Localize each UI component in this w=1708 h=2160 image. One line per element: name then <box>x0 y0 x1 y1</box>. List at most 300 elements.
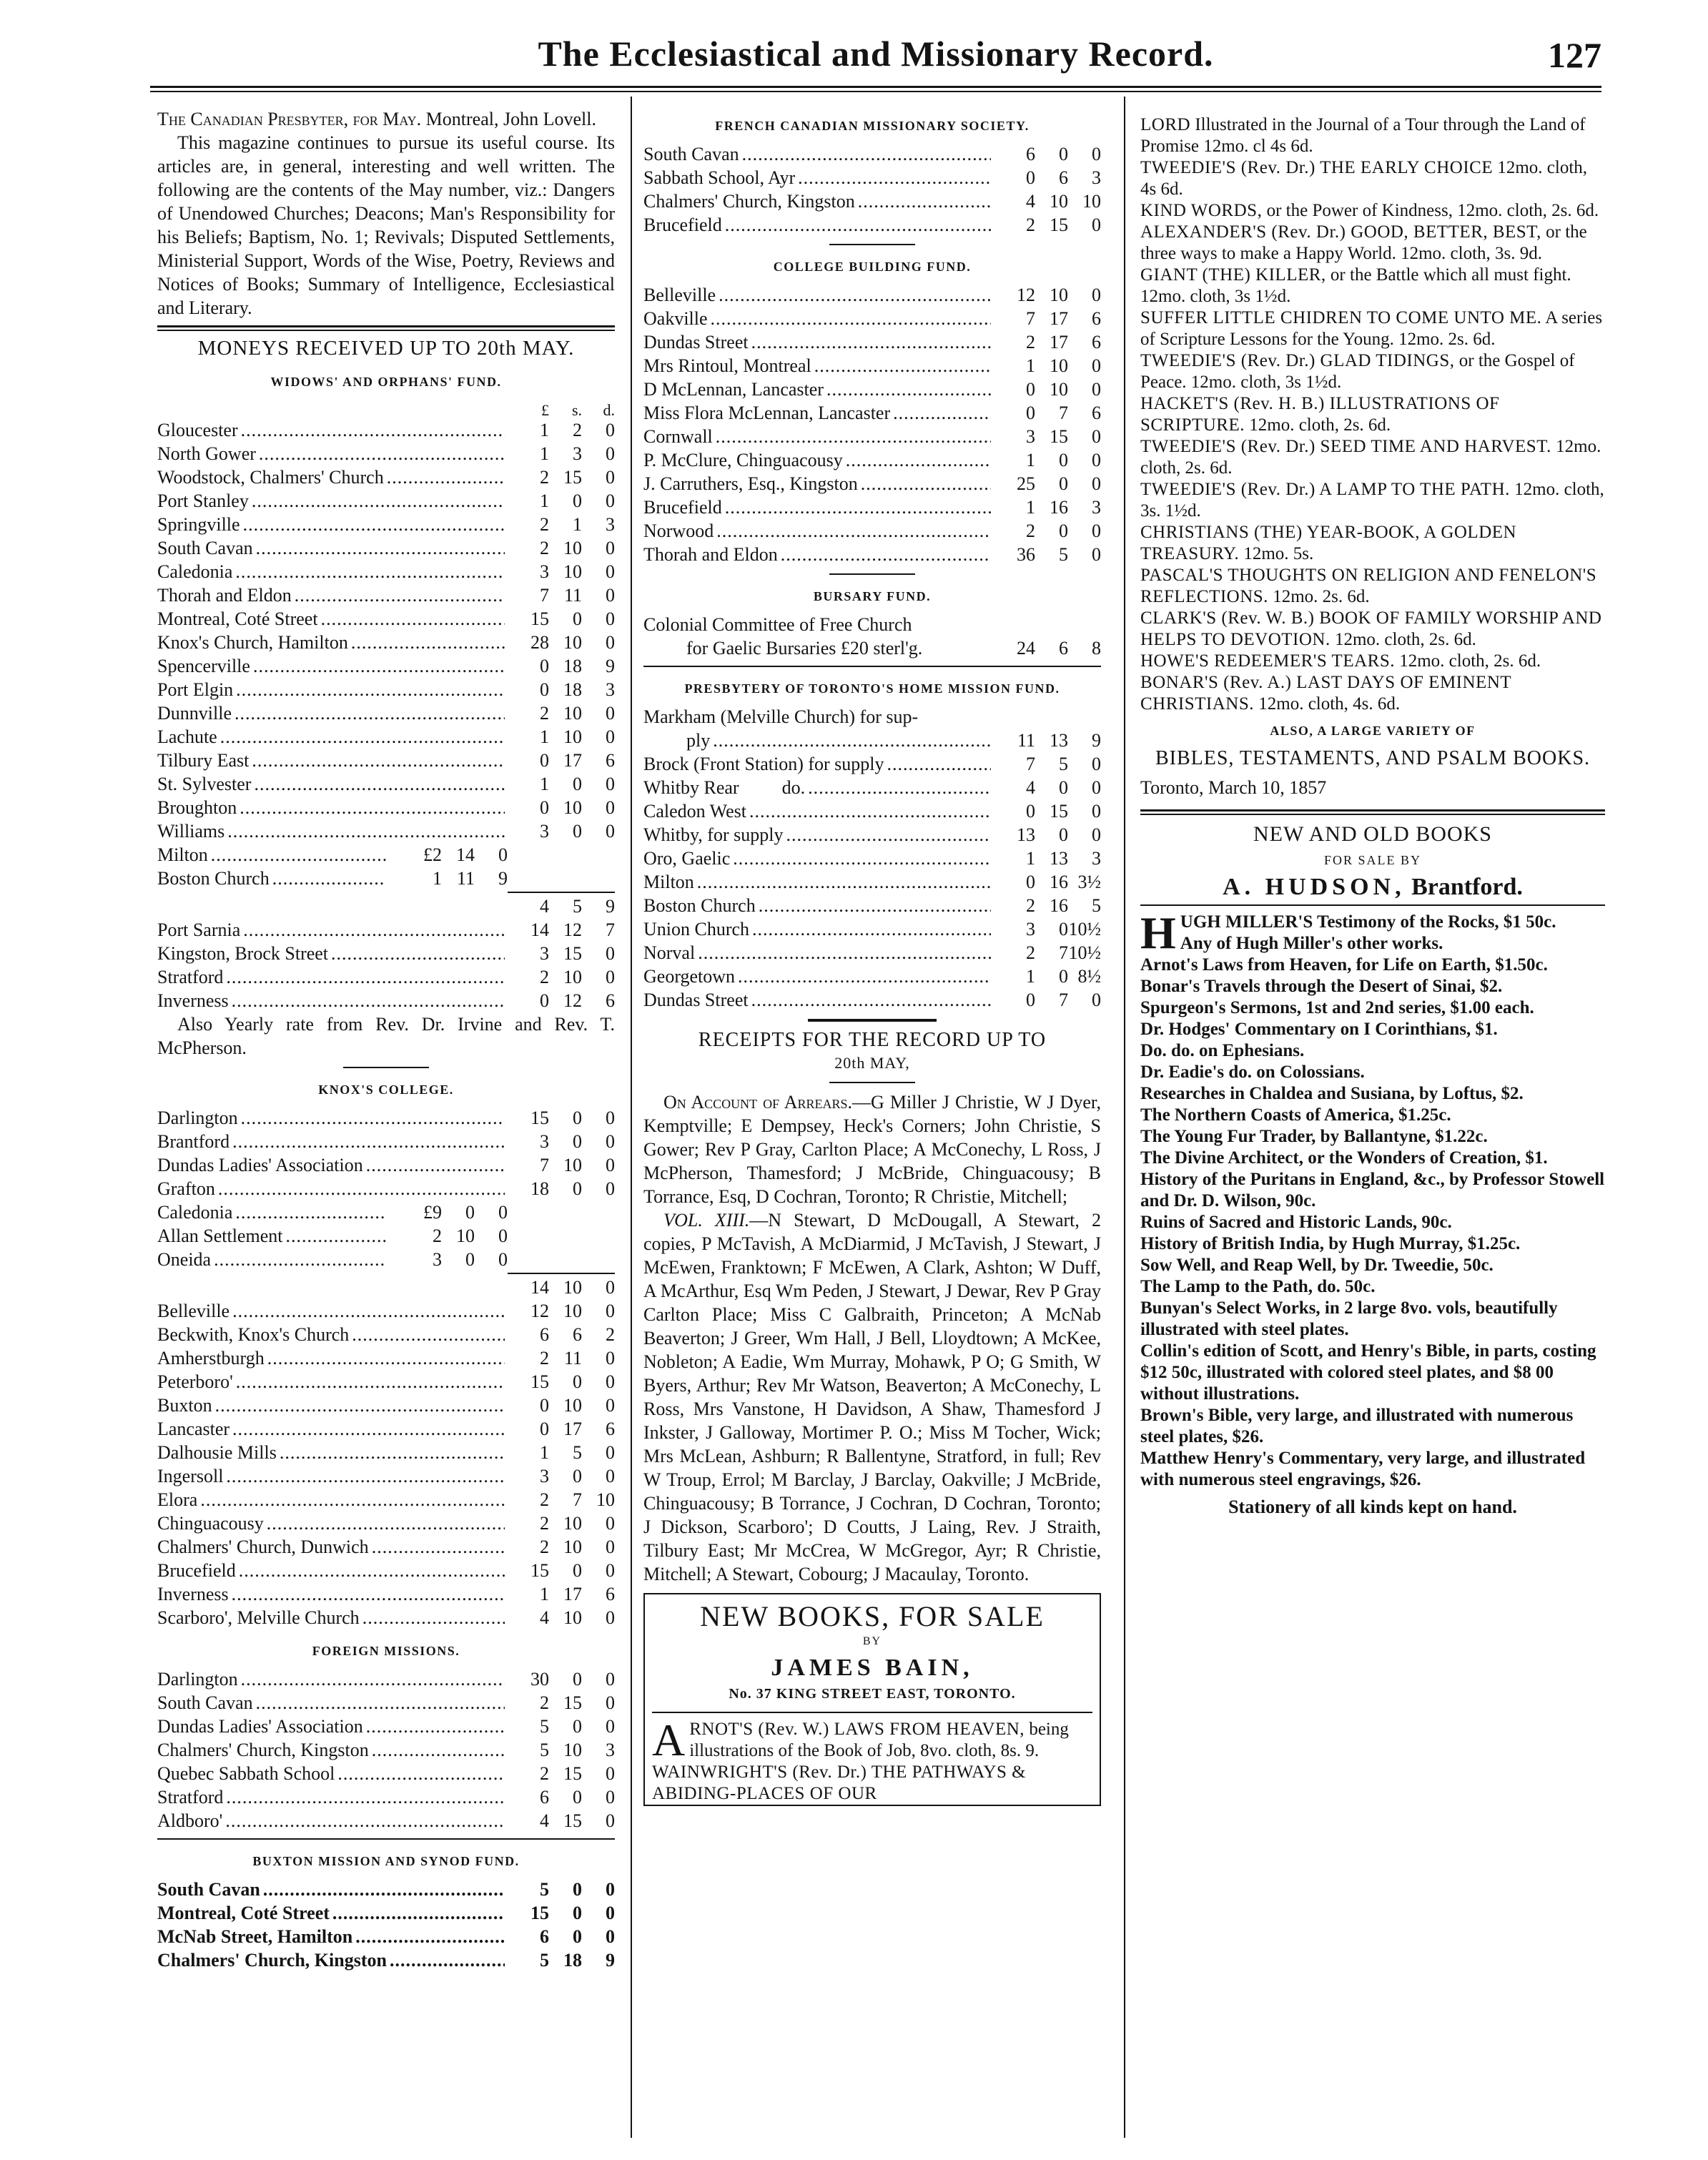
hudson-item <box>1140 1405 1605 1448</box>
ledger-row <box>157 465 615 489</box>
ledger-amount <box>994 847 1101 870</box>
amount-shillings: 0 <box>573 490 582 511</box>
arrears-text: —G Miller J Christie, W J Dyer, Kemptville; E Dempsey, Heck's Corners; John Christie, S Gower; Rev P Gray, Carlton Place; A McConechy, L Ross, J McPherson, Thamesford; J McBride, Chinguacousy; B Torrance, Esq, D Cochran, Toronto; R Christie, Mitchell; <box>643 1092 1101 1207</box>
hudson-item-text: Researches in Chaldea and Susiana, by Loftus, $2. <box>1140 1084 1524 1103</box>
amount-pence: 0 <box>1092 450 1101 470</box>
ledger-amount <box>508 1809 615 1833</box>
ledger-name: Stratford <box>157 967 224 987</box>
leader-dots <box>716 519 991 543</box>
amount-pence: 8½ <box>1077 966 1101 987</box>
amount-pence: 0 <box>606 1442 615 1463</box>
leader-dots <box>786 823 991 847</box>
ledger-amount <box>994 425 1101 448</box>
ledger-row <box>643 519 1101 543</box>
ledger-amount <box>508 1370 615 1394</box>
amount-shillings: 15 <box>563 467 582 488</box>
book-description: 12mo. cloth, 3s. 1½d. <box>1140 480 1604 521</box>
ledger-name: Dalhousie Mills <box>157 1442 277 1463</box>
leader-dots <box>200 1488 505 1511</box>
amount-pounds: 3 <box>540 1131 549 1152</box>
ledger-name: Belleville <box>157 1301 230 1321</box>
column-1 <box>157 107 615 1972</box>
leader-dots <box>321 607 505 631</box>
ledger-amount <box>994 823 1101 847</box>
ledger-row <box>157 1606 615 1629</box>
amount-pence: 0 <box>606 967 615 987</box>
amount-shillings: 0 <box>1059 473 1068 494</box>
ledger-name: Dundas Ladies' Association <box>157 1155 363 1175</box>
french-society-heading: FRENCH CANADIAN MISSIONARY SOCIETY. <box>715 119 1030 133</box>
bain-book-list-continued <box>1140 114 1605 715</box>
hudson-item-text: Matthew Henry's Commentary, very large, and illustrated with numerous steel engravings, $26. <box>1140 1449 1586 1489</box>
ledger-row <box>157 1715 615 1738</box>
amount-pence: 3 <box>606 514 615 535</box>
bursary-entry <box>643 613 1101 660</box>
ledger-row <box>157 1177 615 1200</box>
amount-pounds: 7 <box>540 1155 549 1175</box>
hudson-item-text: Spurgeon's Sermons, 1st and 2nd series, $1.00 each. <box>1140 998 1534 1017</box>
leader-dots <box>272 867 386 890</box>
section-rule <box>157 325 615 331</box>
book-description: 12mo. 5s. <box>1243 544 1314 563</box>
amount-pence: 0 <box>606 1466 615 1486</box>
ledger-name: Darlington <box>157 1108 238 1128</box>
amount-pence: 0 <box>1092 801 1101 822</box>
ledger-amount <box>389 1200 508 1224</box>
hudson-item <box>1140 1019 1605 1040</box>
ledger-amount <box>508 607 615 631</box>
amount-pence: 9 <box>606 656 615 676</box>
leader-dots <box>227 819 505 843</box>
ledger-name: Chalmers' Church, Kingston <box>157 1740 369 1760</box>
amount-pounds: 6 <box>540 1324 549 1345</box>
ledger-amount <box>994 965 1101 988</box>
ledger-row <box>157 418 615 442</box>
leader-dots <box>241 418 505 442</box>
amount-pence: 0 <box>606 1560 615 1581</box>
ledger-name: Belleville <box>643 285 716 305</box>
hudson-for-sale: FOR SALE BY <box>1323 853 1422 867</box>
amount-pence: 0 <box>498 1202 508 1223</box>
ledger-amount <box>994 307 1101 330</box>
amount-shillings: 13 <box>1050 848 1068 869</box>
ledger-amount <box>508 819 615 843</box>
leader-dots <box>254 772 505 796</box>
leader-dots <box>742 142 991 166</box>
ledger-amount <box>508 1925 615 1948</box>
leader-dots <box>351 631 505 654</box>
amount-shillings: 10 <box>1050 285 1068 305</box>
leader-dots <box>808 776 991 799</box>
ledger-row <box>157 1535 615 1559</box>
amount-pence: 0 <box>606 1178 615 1199</box>
leader-dots <box>366 1715 505 1738</box>
hudson-item-text: Any of Hugh Miller's other works. <box>1180 934 1443 953</box>
ad-rule <box>1140 904 1605 906</box>
ledger-name: Milton <box>643 872 694 892</box>
amount-pounds: 1 <box>1026 497 1035 518</box>
ledger-amount <box>994 988 1101 1012</box>
amount-shillings: 0 <box>573 1178 582 1199</box>
book-description: 12mo. cloth, 2s. 6d. <box>1334 630 1476 649</box>
ledger-row <box>643 752 1101 776</box>
ledger-row <box>157 1153 615 1177</box>
amount-pounds: 0 <box>1026 872 1035 892</box>
amount-pounds: 0 <box>540 679 549 700</box>
home-mission-first-name: ply <box>686 730 711 751</box>
pounds-col-label: £ <box>541 401 549 419</box>
amount-pounds: 2 <box>1026 332 1035 352</box>
leader-dots <box>698 941 991 965</box>
ledger-name: Broughton <box>157 797 237 818</box>
ledger-row <box>157 583 615 607</box>
amount-pounds: 2 <box>433 1226 442 1246</box>
book-description: or the Gospel of Peace. 12mo. cloth, 3s 1½d. <box>1140 351 1575 392</box>
amount-pence: 5 <box>1092 895 1101 916</box>
ledger-row <box>157 1299 615 1323</box>
ledger-row <box>157 1809 615 1833</box>
amount-pence: 3 <box>1092 167 1101 188</box>
amount-pence: 10 <box>1082 191 1101 212</box>
ledger-row <box>643 378 1101 401</box>
amount-pence: 0 <box>606 1607 615 1628</box>
book-description: Illustrated in the Journal of a Tour through the Land of Promise 12mo. cl 4s 6d. <box>1140 115 1586 156</box>
amount-pence: 0 <box>606 608 615 629</box>
subtotal-pence: 0 <box>606 1277 615 1298</box>
hudson-item-text: UGH MILLER'S Testimony of the Rocks, $1 50c. <box>1180 912 1556 932</box>
home-mission-list <box>643 752 1101 1012</box>
ledger-row <box>643 448 1101 472</box>
leader-dots <box>362 1606 505 1629</box>
amount-shillings: 0 <box>465 1249 475 1270</box>
ledger-amount <box>508 1464 615 1488</box>
ledger-name: Quebec Sabbath School <box>157 1763 335 1784</box>
leader-dots <box>738 965 991 988</box>
french-society-list <box>643 142 1101 237</box>
subtotal-pence: 9 <box>606 896 615 917</box>
ledger-name: Brucefield <box>643 497 722 518</box>
ledger-row <box>643 354 1101 378</box>
ledger-row <box>157 819 615 843</box>
ledger-row <box>157 607 615 631</box>
presbyter-body: This magazine continues to pursue its useful course. Its articles are, in general, interesting and well written. The following are the contents of the May number, viz.: Dangers of Unendowed Churches; Deacons; Man's Responsibility for his Beliefs; Baptism, No. 1; Revivals; Disputed Settlements, Ministerial Support, Words of the Wise, Poetry, Reviews and Notices of Books; Summary of Intelligence, Ecclesiastical and Literary. <box>157 132 615 318</box>
amount-pounds: 1 <box>540 774 549 794</box>
amount-pence: 0 <box>606 1131 615 1152</box>
amount-pence: 0 <box>498 1226 508 1246</box>
amount-shillings: 0 <box>573 1108 582 1128</box>
ledger-row <box>157 918 615 942</box>
ledger-name: Dundas Street <box>643 990 749 1010</box>
amount-shillings: 10 <box>1050 379 1068 400</box>
amount-pounds: 15 <box>530 1903 549 1923</box>
ledger-name: Buxton <box>157 1395 212 1416</box>
ledger-name: Oro, Gaelic <box>643 848 731 869</box>
ledger-row <box>157 796 615 819</box>
ledger-amount <box>508 1535 615 1559</box>
amount-shillings: 0 <box>1059 521 1068 541</box>
ledger-name: Knox's Church, Hamilton <box>157 632 348 653</box>
ledger-amount <box>994 495 1101 519</box>
knox-subtotal-row <box>157 1276 615 1299</box>
amount-pounds: 0 <box>540 1419 549 1439</box>
amount-pence: 0 <box>606 1763 615 1784</box>
receipts-heading <box>643 1029 1101 1075</box>
amount-pounds: 2 <box>1026 214 1035 235</box>
amount-pounds: 7 <box>1026 308 1035 329</box>
amount-shillings: 17 <box>563 750 582 771</box>
ledger-amount <box>508 1511 615 1535</box>
ledger-amount <box>508 465 615 489</box>
amount-pounds: 0 <box>1026 379 1035 400</box>
ledger-name: Brock (Front Station) for supply <box>643 754 884 774</box>
book-description: 12mo. 2s. 6d. <box>1273 587 1370 606</box>
ledger-name: Gloucester <box>157 420 238 440</box>
amount-shillings: 0 <box>573 774 582 794</box>
column-rule-right <box>1124 97 1125 2138</box>
amount-shillings: 0 <box>1059 966 1068 987</box>
ledger-row <box>157 1394 615 1417</box>
amount-pence: 3 <box>1092 848 1101 869</box>
ledger-amount <box>994 354 1101 378</box>
ledger-amount <box>508 1948 615 1972</box>
amount-shillings: 0 <box>1059 144 1068 164</box>
ledger-row <box>643 189 1101 213</box>
amount-pence: 0 <box>606 1926 615 1947</box>
amount-shillings: 7 <box>1059 942 1068 963</box>
leader-dots <box>218 1177 505 1200</box>
amount-shillings: 12 <box>563 990 582 1011</box>
amount-shillings: 15 <box>1050 426 1068 447</box>
hudson-seller-line <box>1140 875 1605 899</box>
ledger-row <box>157 1901 615 1925</box>
ledger-row <box>157 560 615 583</box>
amount-pence: 3 <box>606 679 615 700</box>
column-3 <box>1140 114 1605 1519</box>
ledger-name: Norwood <box>643 521 714 541</box>
leader-dots <box>253 654 505 678</box>
hudson-item <box>1140 1341 1605 1405</box>
ledger-name: Kingston, Brock Street <box>157 943 329 964</box>
ledger-amount <box>508 1299 615 1323</box>
ledger-amount <box>994 894 1101 917</box>
amount-shillings: 10 <box>563 1395 582 1416</box>
amount-shillings: 0 <box>573 1716 582 1737</box>
amount-shillings: 0 <box>1059 450 1068 470</box>
ledger-name: Brucefield <box>157 1560 236 1581</box>
ledger-name: Elora <box>157 1489 198 1510</box>
leader-dots <box>211 843 386 867</box>
ledger-row <box>157 442 615 465</box>
ledger-name: Chalmers' Church, Kingston <box>643 191 855 212</box>
leader-dots <box>263 1878 505 1901</box>
amount-pence: 6 <box>1092 403 1101 423</box>
amount-pounds: 4 <box>1026 777 1035 798</box>
volume-paragraph <box>643 1208 1101 1586</box>
hudson-item-text: Dr. Eadie's do. on Colossians. <box>1140 1062 1365 1082</box>
amount-pence: 0 <box>606 1371 615 1392</box>
ledger-amount <box>389 1248 508 1271</box>
ledger-amount <box>508 418 615 442</box>
amount-pounds: 3 <box>1026 426 1035 447</box>
leader-dots <box>749 799 991 823</box>
buxton-fund-list <box>157 1878 615 1972</box>
amount-shillings: 10 <box>563 632 582 653</box>
ledger-amount <box>994 917 1101 941</box>
ledger-amount <box>508 965 615 989</box>
amount-shillings: 18 <box>563 656 582 676</box>
leader-dots <box>235 1200 386 1224</box>
amount-pence: 0 <box>606 490 615 511</box>
ledger-name: McNab Street, Hamilton <box>157 1926 353 1947</box>
hudson-item <box>1140 976 1605 997</box>
ledger-name: Cornwall <box>643 426 713 447</box>
book-entry <box>1140 222 1605 265</box>
amount-shillings: 0 <box>573 1879 582 1900</box>
ledger-name: Allan Settlement <box>157 1226 283 1246</box>
ledger-name: Boston Church <box>643 895 756 916</box>
column-2 <box>643 114 1101 1806</box>
leader-dots <box>887 752 991 776</box>
ledger-amount <box>994 283 1101 307</box>
amount-shillings: 17 <box>563 1419 582 1439</box>
amount-shillings: 10 <box>563 726 582 747</box>
presbyter-title: The Canadian Presbyter, for May. <box>157 109 422 129</box>
section-rule <box>643 666 1101 667</box>
ledger-row <box>157 1582 615 1606</box>
amount-pence: 10½ <box>1068 942 1101 963</box>
hudson-item <box>1140 1148 1605 1169</box>
ledger-amount <box>508 1582 615 1606</box>
book-title: GIANT (THE) KILLER, <box>1140 265 1326 285</box>
ledger-row <box>157 1323 615 1346</box>
amount-shillings: 10 <box>563 1740 582 1760</box>
amount-pounds: 15 <box>530 1108 549 1128</box>
amount-pounds: 5 <box>540 1879 549 1900</box>
amount-pence: 0 <box>1092 990 1101 1010</box>
amount-shillings: 0 <box>1059 919 1068 940</box>
amount-shillings: 7 <box>573 1489 582 1510</box>
arrears-paragraph <box>643 1090 1101 1208</box>
amount-shillings: 0 <box>573 1560 582 1581</box>
amount-shillings: 10 <box>456 1226 475 1246</box>
bain-ad-heading: NEW BOOKS, FOR SALE <box>700 1600 1045 1632</box>
ledger-row <box>157 1464 615 1488</box>
amount-pounds: 1 <box>540 490 549 511</box>
hudson-item-text: Bunyan's Select Works, in 2 large 8vo. vols, beautifully illustrated with steel plates. <box>1140 1298 1558 1339</box>
amount-pence: 0 <box>606 1395 615 1416</box>
ledger-name: Grafton <box>157 1178 215 1199</box>
ledger-name: Brantford <box>157 1131 230 1152</box>
volume-text: —N Stewart, D McDougall, A Stewart, 2 copies, P McTavish, A McDiarmid, J McTavish, J Stewart, J McEwen, Franktown; F McEwen, A Clark, Ashton; W Duff, A McArthur, Esq Wm Peden, J Stewart, J Dewar, Rev P Gray Carlton Place; Miss C Galbraith, Princeton; A McNab Beaverton; J Greer, Wm Hall, J Bell, Lloydtown; A McKee, Nobleton; A Eadie, Wm Murray, Mohawk, P O; G Smith, W Byers, Arthur; Rev Mr Watson, Beaverton; A McConechy, L Ross, Mrs Vanstone, H Davidson, A Shaw, Thamesford J Inkster, J Galloway, Mortimer P. O.; Miss M Tocher, Wick; Mrs McLean, Ashburn; R Ballentyne, Stratford, in full; Rev W Troup, Errol; M Barclay, J Barclay, Oakville; J McBride, Chinguacousy; B Torrance, J Cochran, D Cochran, Toronto; J Dickson, Scarboro'; D Coutts, J Laing, Rev. J Straith, Tilbury East; Mr McCrea, W McGregor, Ayr; R Christie, Mitchell; A Stewart, Cobourg; J Macaulay, Toronto. <box>643 1210 1101 1584</box>
book-description: or the Power of Kindness, 12mo. cloth, 2s. 6d. <box>1266 201 1599 220</box>
leader-dots <box>372 1738 505 1762</box>
hudson-item-text: The Divine Architect, or the Wonders of Creation, $1. <box>1140 1148 1548 1168</box>
amount-pence: 0 <box>606 1810 615 1831</box>
hudson-item-text: Dr. Hodges' Commentary on I Corinthians, $1. <box>1140 1020 1498 1039</box>
book-entry <box>1140 157 1605 200</box>
ledger-name: Chalmers' Church, Kingston <box>157 1950 387 1971</box>
amount-pence: 0 <box>606 1787 615 1808</box>
amount-pounds: 36 <box>1017 544 1035 565</box>
section-rule <box>157 1838 615 1840</box>
ledger-name: Dundas Ladies' Association <box>157 1716 363 1737</box>
amount-pounds: 2 <box>540 1513 549 1534</box>
book-title: TWEEDIE'S (Rev. Dr.) A LAMP TO THE PATH. <box>1140 480 1510 499</box>
book-description: or the three ways to make a Happy World. 12mo. cloth, 3s. 9d. <box>1140 222 1587 263</box>
amount-pence: 0 <box>1092 285 1101 305</box>
amount-pence: 0 <box>606 943 615 964</box>
ledger-name: Springville <box>157 514 240 535</box>
amount-pounds: 2 <box>540 1763 549 1784</box>
subtotal-pounds: 4 <box>540 896 549 917</box>
foreign-missions-list <box>157 1667 615 1833</box>
amount-pence: 9 <box>1092 730 1101 751</box>
hudson-item <box>1140 1062 1605 1083</box>
leader-dots <box>752 917 991 941</box>
amount-pounds: 15 <box>530 608 549 629</box>
amount-shillings: 0 <box>573 1903 582 1923</box>
subtotal-rule <box>508 892 615 893</box>
amount-pounds: 5 <box>540 1740 549 1760</box>
hudson-item <box>1140 1083 1605 1105</box>
amount-shillings: 17 <box>1050 308 1068 329</box>
ledger-name: Caledon West <box>643 801 747 822</box>
shillings-col-label: s. <box>571 401 582 419</box>
ledger-amount <box>508 442 615 465</box>
amount-shillings: 1 <box>573 514 582 535</box>
leader-dots <box>725 495 991 519</box>
ad-rule <box>652 1712 1092 1713</box>
leader-dots <box>798 166 991 189</box>
leader-dots <box>846 448 991 472</box>
ledger-amount <box>508 796 615 819</box>
ledger-row <box>643 166 1101 189</box>
ledger-name: Whitby Rear <box>643 777 739 798</box>
amount-shillings: 18 <box>563 679 582 700</box>
hudson-stationery: Stationery of all kinds kept on hand. <box>1228 1496 1517 1517</box>
hudson-item <box>1140 1233 1605 1255</box>
leader-dots <box>235 560 505 583</box>
amount-pounds: 4 <box>1026 191 1035 212</box>
ledger-amount <box>994 941 1101 965</box>
ledger-row <box>157 489 615 513</box>
amount-pence: 3 <box>606 1740 615 1760</box>
ledger-amount <box>508 489 615 513</box>
ledger-name: Caledonia <box>157 561 233 582</box>
book-title: TWEEDIE'S (Rev. Dr.) THE EARLY CHOICE <box>1140 158 1494 177</box>
leader-dots <box>814 354 991 378</box>
ledger-amount <box>508 654 615 678</box>
leader-dots <box>387 465 505 489</box>
leader-dots <box>232 989 505 1012</box>
ledger-name: Port Sarnia <box>157 919 241 940</box>
ledger-row <box>157 1370 615 1394</box>
book-description: A series of Scripture Lessons for the Young. 12mo. 2s. 6d. <box>1140 308 1603 349</box>
ledger-row <box>157 1948 615 1972</box>
ledger-name: D McLennan, Lancaster <box>643 379 824 400</box>
leader-dots <box>252 749 505 772</box>
amount-pence: 7 <box>606 919 615 940</box>
ledger-amount <box>508 989 615 1012</box>
amount-shillings: 2 <box>573 420 582 440</box>
book-entry <box>1140 307 1605 350</box>
ledger-row <box>157 1511 615 1535</box>
amount-pence: 0 <box>1092 473 1101 494</box>
ledger-name: Mrs Rintoul, Montreal <box>643 355 811 376</box>
amount-pounds: 3 <box>1026 919 1035 940</box>
hudson-item-text: Sow Well, and Reap Well, by Dr. Tweedie, 50c. <box>1140 1256 1494 1275</box>
bursary-line-2-row <box>643 636 1101 660</box>
